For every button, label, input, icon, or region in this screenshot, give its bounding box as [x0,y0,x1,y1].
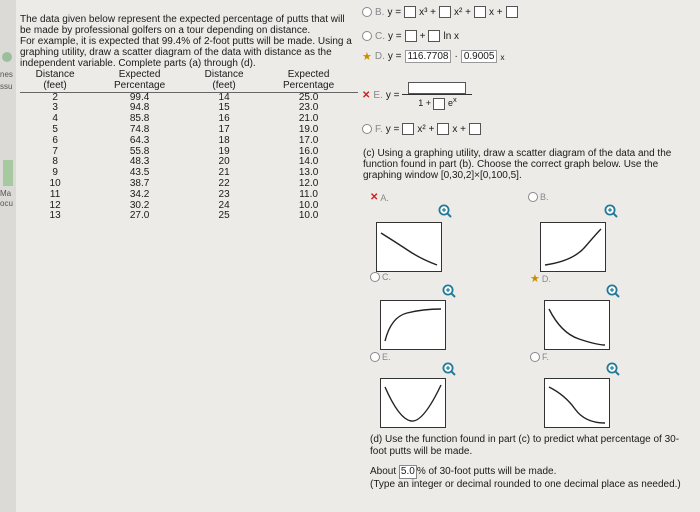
part-d [370,434,690,490]
table-cell: 17.0 [298,134,319,146]
col-distance-2: Distance (feet) [189,70,259,92]
table-cell: 23 [218,188,230,200]
graph-choice-label-b[interactable]: B. [528,192,549,202]
option-e[interactable]: ✕ E. y = $1 + e^x$ [362,82,472,110]
table-cell: 6 [52,134,58,146]
coef-a-value: 116.7708 [405,50,452,63]
graph-choice-label-a[interactable]: ✕ A. [370,192,389,203]
table-cell: 16.0 [298,145,319,157]
radio-icon [528,192,538,202]
table-cell: 3 [52,102,58,114]
table-row [20,136,358,147]
radio-b[interactable] [362,7,372,17]
problem-intro: The data given below represent the expected percentage of putts that will be made by professional golfers on a tour depending on distance. [20,14,345,36]
strip-circle-icon [2,52,12,62]
graph-choice-d[interactable] [544,300,610,350]
strip-text-3: Ma [0,189,12,198]
graph-choice-a[interactable] [376,222,442,272]
graph-choice-label-d[interactable]: ★ D. [530,273,551,285]
table-cell: 23.0 [298,102,319,114]
col-percent-2: Expected Percentage [259,70,358,92]
graph-choice-label-e[interactable]: E. [370,352,391,362]
data-table [20,70,358,222]
table-cell: 43.5 [129,167,150,179]
table-cell: 48.3 [129,156,150,168]
table-cell: 14 [218,91,230,103]
wrong-x-icon: ✕ [370,192,379,203]
table-cell: 9 [52,167,58,179]
graph-choice-f[interactable] [544,378,610,428]
part-c-prompt: (c) Using a graphing utility, draw a scatter diagram of the data and the function found in part (b). Choose the correct graph below. Use the graphing window [0,30,2]×[0,100,5]. [363,148,672,181]
strip-text-4: ocu [0,199,13,208]
table-cell: 12 [49,199,61,211]
table-cell: 13.0 [298,167,319,179]
zoom-magnifier-icon[interactable] [438,204,452,218]
problem-panel [20,14,358,222]
table-cell: 19.0 [298,123,319,135]
col-percent-1: Expected Percentage [90,70,189,92]
zoom-magnifier-icon[interactable] [604,204,618,218]
table-cell: 10 [49,177,61,189]
correct-star-icon: ★ [362,51,372,63]
strip-text-2: ssu [0,82,13,91]
zoom-magnifier-icon[interactable] [606,362,620,376]
table-cell: 25.0 [298,91,319,103]
radio-c[interactable] [362,31,372,41]
table-cell: 12.0 [298,177,319,189]
table-cell: 10.0 [298,199,319,211]
graph-choice-b[interactable] [540,222,606,272]
option-c[interactable]: C. y = + ln x [362,30,459,42]
table-cell: 8 [52,156,58,168]
radio-f[interactable] [362,124,372,134]
radio-icon [370,272,380,282]
table-cell: 2 [52,91,58,103]
problem-instructions: For example, it is expected that 99.4% of 2-foot putts will be made. Using a graphing utility, draw a scatter diagram of the data with distance as the independent variable. Complete parts (a) through (d). [20,36,352,69]
option-d[interactable]: ★ D. y = 116.7708 · 0.9005 x [362,51,505,63]
table-cell: 22 [218,177,230,189]
table-cell: 4 [52,113,58,125]
table-cell: 19 [218,145,230,157]
zoom-magnifier-icon[interactable] [442,362,456,376]
table-cell: 25 [218,210,230,222]
option-f[interactable]: F. y = x² + x + [362,123,481,135]
table-cell: 55.8 [129,145,150,157]
table-cell: 21 [218,167,230,179]
table-cell: 27.0 [129,210,150,222]
table-cell: 38.7 [129,177,150,189]
table-cell: 99.4 [129,91,150,103]
strip-text-1: nes [0,70,13,79]
table-cell: 85.8 [129,113,150,125]
option-b[interactable]: B. y = x³ + x² + x + [362,6,518,18]
table-cell: 11 [49,188,61,200]
zoom-magnifier-icon[interactable] [606,284,620,298]
part-d-hint: (Type an integer or decimal rounded to one decimal place as needed.) [370,478,681,490]
graph-choice-c[interactable] [380,300,446,350]
table-cell: 7 [52,145,58,157]
table-cell: 13 [49,210,61,222]
table-row [20,190,358,201]
graph-choice-label-f[interactable]: F. [530,352,549,362]
answer-input[interactable]: 5.0 [400,466,415,477]
table-cell: 16 [218,113,230,125]
table-cell: 94.8 [129,102,150,114]
table-cell: 30.2 [129,199,150,211]
correct-star-icon: ★ [530,273,540,285]
table-cell: 18 [218,134,230,146]
table-cell: 15 [218,102,230,114]
table-cell: 5 [52,123,58,135]
left-panel-strip [0,0,16,512]
table-cell: 14.0 [298,156,319,168]
table-cell: 21.0 [298,113,319,125]
table-cell: 24 [218,199,230,211]
wrong-x-icon: ✕ [362,90,371,102]
part-d-prompt: (d) Use the function found in part (c) to predict what percentage of 30-foot putts will be made. [370,434,680,457]
radio-icon [530,352,540,362]
zoom-magnifier-icon[interactable] [442,284,456,298]
part-d-answer: About 5.0 % of 30-foot putts will be made. [370,466,557,477]
radio-icon [370,352,380,362]
table-cell: 20 [218,156,230,168]
table-cell: 74.8 [129,123,150,135]
table-cell: 11.0 [299,188,318,200]
strip-tab[interactable] [3,160,13,186]
coef-b-value: 0.9005 [461,50,498,63]
table-cell: 17 [218,123,230,135]
graph-choice-label-c[interactable]: C. [370,272,391,282]
table-cell: 10.0 [298,210,319,222]
table-row [20,211,358,222]
table-cell: 64.3 [129,134,150,146]
table-cell: 34.2 [129,188,150,200]
col-distance-1: Distance (feet) [20,70,90,92]
graph-choice-e[interactable] [380,378,446,428]
